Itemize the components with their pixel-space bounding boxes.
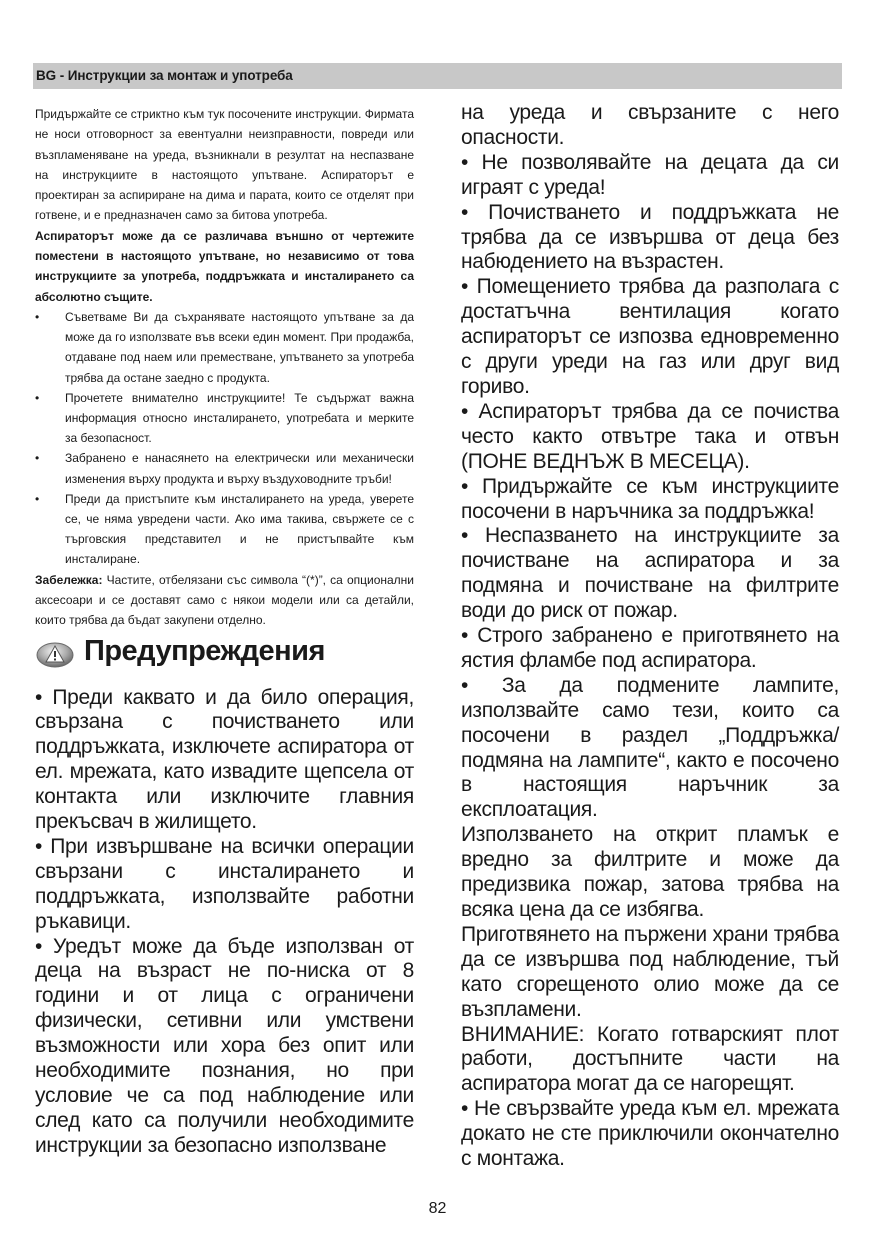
right-paragraph: • Неспазването на инструкциите за почистване на аспиратора и за подмяна и почистване на филтрите води до риск от пожар. bbox=[461, 524, 839, 623]
right-paragraph: • Помещението трябва да разполага с достатъчна вентилация когато аспираторът се изпозва едновременно с други уреди на газ или друг вид гориво. bbox=[461, 275, 839, 398]
left-column bbox=[35, 104, 414, 1159]
list-item: • Преди да пристъпите към инсталирането на уреда, уверете се, че няма увредени части. Ако има такива, свържете се с търговския представител и не пристъпвайте към инсталиране. bbox=[35, 489, 414, 570]
right-paragraph: • Строго забранено е приготвянето на ястия фламбе под аспиратора. bbox=[461, 624, 839, 672]
right-paragraph: Използването на открит пламък е вредно за филтрите и може да предизвика пожар, затова трябва на всяка цена да се избягва. bbox=[461, 823, 839, 921]
instructions-list bbox=[35, 307, 414, 570]
right-paragraph: на уреда и свързаните с него опасности. bbox=[461, 101, 839, 149]
warnings-heading bbox=[35, 634, 414, 686]
right-paragraph: • Не свързвайте уреда към ел. мрежата докато не сте приключили окончателно с монтажа. bbox=[461, 1097, 839, 1171]
right-column bbox=[461, 101, 839, 1172]
bold-note: Аспираторът може да се различава външно от чертежите поместени в настоящото упътване, но независимо от това инструкциите за употреба, поддръжката и инсталирането са абсолютно същите. bbox=[35, 228, 414, 304]
note-text: Частите, отбелязани със символа “(*)”, са опционални аксесоари и се доставят само с някои модели или са детайли, които трябва да бъдат закупени отделно. bbox=[35, 572, 414, 628]
list-item: • Забранено е нанасянето на електрически или механически изменения върху продукта и върху въздуховодните тръби! bbox=[35, 448, 414, 488]
list-item: • Съветваме Ви да съхранявате настоящото упътване за да може да го използвате във всеки един момент. При продажба, отдаване под наем или преместване, упътването за употреба трябва да остане заедно с продукта. bbox=[35, 307, 414, 388]
right-paragraph: • Не позволявайте на децата да си играят с уреда! bbox=[461, 150, 839, 199]
warning-paragraph: • Уредът може да бъде използван от деца на възраст не по-ниска от 8 години и от лица с ограничени физически, сетивни или умствени възможности или хора без опит или необходимите познания, но при условие че са под наблюдение или след като са получили необходимите инструкции за безопасно използване bbox=[35, 934, 414, 1157]
warning-icon bbox=[36, 642, 74, 668]
right-paragraph: • За да подмените лампите, използвайте само тези, които са посочени в раздел „Поддръжка/подмяна на лампите“, както е посочено в настоящия наръчник за експлоатация. bbox=[461, 673, 839, 822]
right-paragraph: • Почистването и поддръжката не трябва да се извършва от деца без набюдението на възрастен. bbox=[461, 200, 839, 274]
list-item: • Прочетете внимателно инструкциите! Те съдържат важна информация относно инсталирането, употребата и мерките за безопасност. bbox=[35, 388, 414, 449]
warning-paragraph: • При извършване на всички операции свързани с инсталирането и поддръжката, използвайте работни ръкавици. bbox=[35, 834, 414, 933]
warning-paragraph: • Преди каквато и да било операция, свързана с почистването или поддръжката, изключете аспиратора от ел. мрежата, като извадите щепсела от контакта или изключите главния прекъсвач в жилището. bbox=[35, 685, 414, 834]
note-paragraph bbox=[35, 570, 414, 631]
right-paragraph: • Придържайте се към инструкциите посочени в наръчника за поддръжка! bbox=[461, 474, 839, 523]
right-paragraph: ВНИМАНИЕ: Когато готварският плот работи, достъпните части на аспиратора могат да се нагорещят. bbox=[461, 1022, 839, 1096]
page-number: 82 bbox=[428, 1200, 447, 1217]
right-paragraph: Приготвянето на пържени храни трябва да се извършва под наблюдение, тъй като сгорещеното олио може да се възпламени. bbox=[461, 922, 839, 1021]
header-bar bbox=[33, 63, 842, 89]
right-paragraph: • Аспираторът трябва да се почиства често както отвътре така и отвън (ПОНЕ ВЕДНЪЖ В МЕСЕЦА). bbox=[461, 399, 839, 473]
note-label: Забележка: bbox=[35, 572, 103, 587]
intro-paragraph: Придържайте се стриктно към тук посочените инструкции. Фирмата не носи отговорност за евентуални неизправности, повреди или възпламеняване на уреда, възникнали в резултат на неспазване на инструкциите в настоящото упътване. Аспираторът е проектиран за аспириране на дима и парата, които се отделят при готвене, и е предназначен само за битова употреба. bbox=[35, 107, 414, 223]
header-title: BG - Инструкции за монтаж и употреба bbox=[36, 68, 293, 83]
warnings-title: Предупреждения bbox=[84, 634, 325, 667]
